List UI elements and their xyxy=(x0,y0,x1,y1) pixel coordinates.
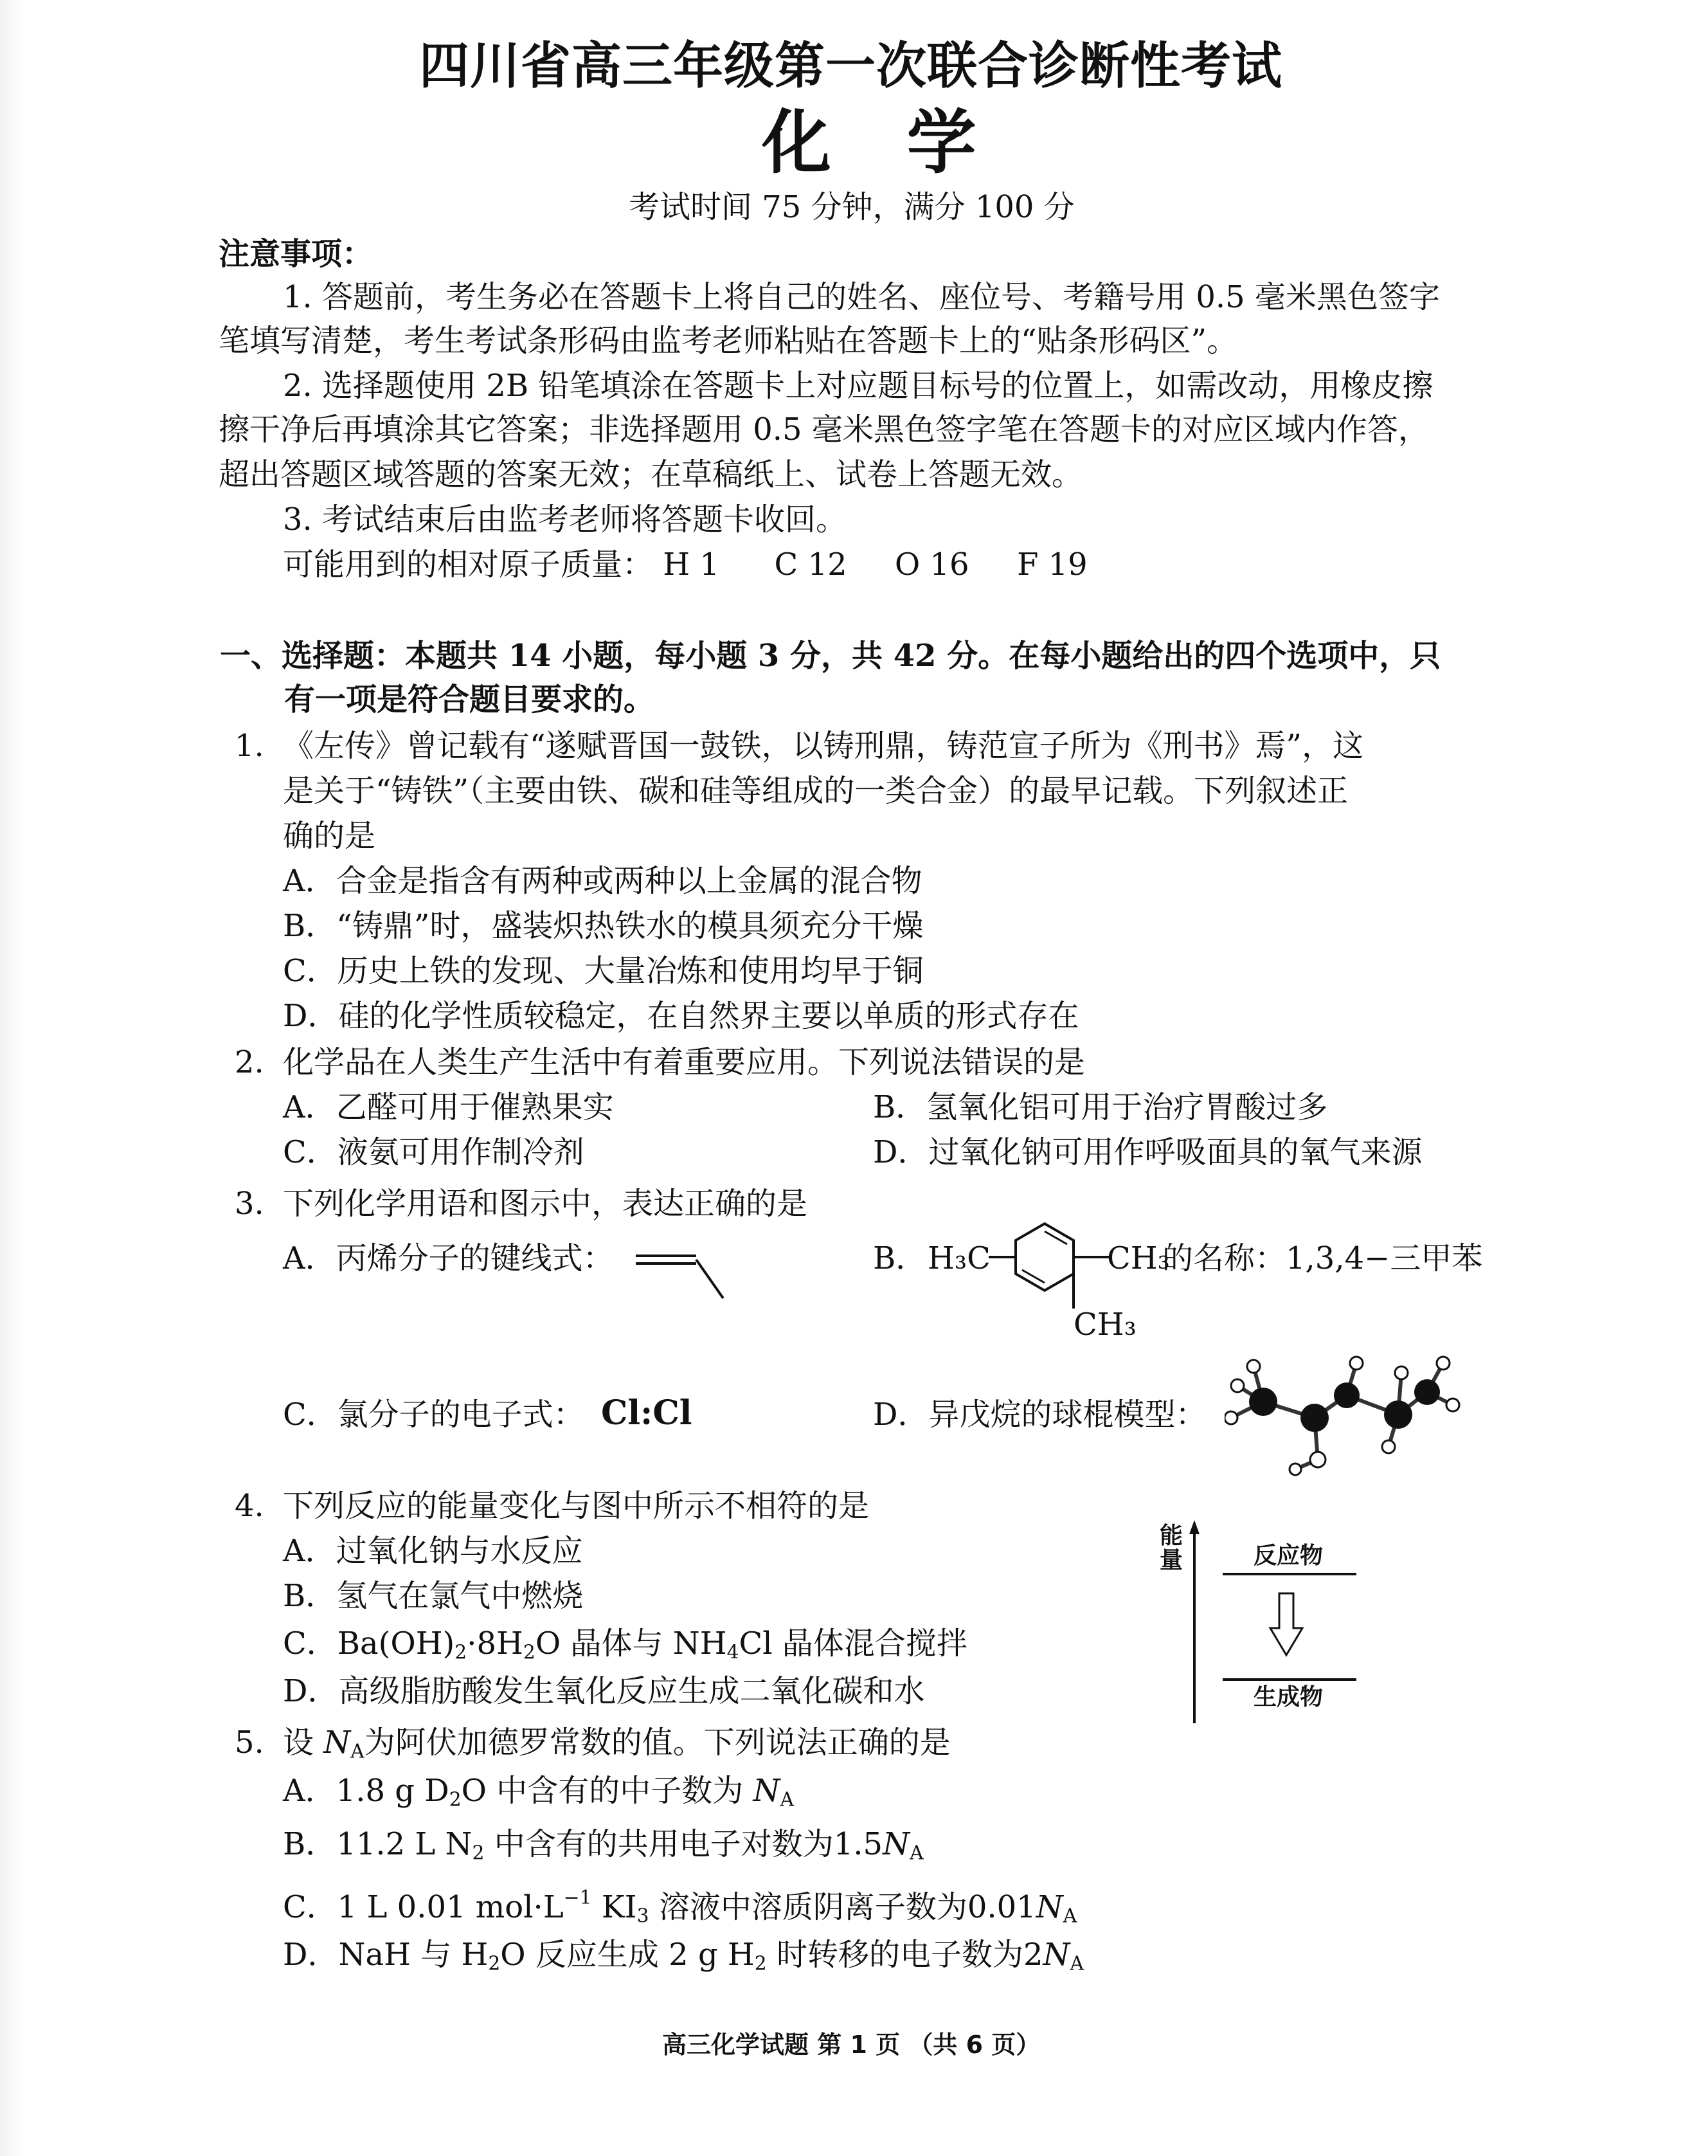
q5-d-pre: D．NaH 与 H xyxy=(283,1937,489,1973)
isopentane-ball-stick-model xyxy=(1225,1350,1475,1479)
q5-c-na-sub: A xyxy=(1063,1905,1077,1928)
q1-option-d: D．硅的化学性质较稳定，在自然界主要以单质的形式存在 xyxy=(283,998,1079,1034)
q5-c-pre: C．1 L 0.01 mol·L xyxy=(283,1889,564,1925)
propene-skeletal-diagram xyxy=(633,1244,730,1302)
q4-c-part1: C．Ba(OH) xyxy=(283,1626,455,1662)
q5-na-sub: A xyxy=(350,1740,364,1763)
q4-option-d: D．高级脂肪酸发生氧化反应生成二氧化碳和水 xyxy=(283,1673,925,1709)
q5-d-na: N xyxy=(1043,1937,1070,1973)
notice-item2-line1: 2. 选择题使用 2B 铅笔填涂在答题卡上对应题目标号的位置上，如需改动，用橡皮擦 xyxy=(283,368,1434,404)
section1-line1: 一、选择题：本题共 14 小题，每小题 3 分，共 42 分。在每小题给出的四个选项中，只 xyxy=(220,638,1441,674)
q5-stem-pre: 设 xyxy=(283,1725,324,1761)
notice-item1-line2: 笔填写清楚，考生考试条形码由监考老师粘贴在答题卡上的“贴条形码区”。 xyxy=(219,323,1238,359)
q2-stem: 化学品在人类生产生活中有着重要应用。下列说法错误的是 xyxy=(283,1044,1086,1080)
energy-reactant-label: 反应物 xyxy=(1254,1543,1324,1569)
q5-option-a: A．1.8 g $D_2O$ 中含有的中子数为 $N_A$ xyxy=(283,1773,795,1811)
q5-b-na-sub: A xyxy=(910,1842,924,1865)
notice-item3: 3. 考试结束后由监考老师将答题卡收回。 xyxy=(283,502,847,538)
q4-option-a: A．过氧化钠与水反应 xyxy=(283,1533,583,1569)
q2-number: 2. xyxy=(235,1044,264,1080)
q4-c-part4: Cl 晶体混合搅拌 xyxy=(739,1626,967,1662)
q5-option-c: C．1 L 0.01 $mol\cdot L^{-1}$ $KI_3$ 溶液中溶质阴离子数为$0.01N_A$ xyxy=(283,1887,1077,1928)
notice-heading: 注意事项： xyxy=(219,236,373,272)
q1-number: 1. xyxy=(235,728,264,764)
energy-product-label: 生成物 xyxy=(1254,1684,1324,1710)
section1-line2: 有一项是符合题目要求的。 xyxy=(284,682,655,718)
q5-number: 5. xyxy=(235,1725,264,1761)
q4-stem: 下列反应的能量变化与图中所示不相符的是 xyxy=(283,1488,870,1524)
q5-stem-post: 为阿伏加德罗常数的值。下列说法正确的是 xyxy=(364,1725,951,1761)
exam-info: 考试时间 75 分钟，满分 100 分 xyxy=(629,189,1075,225)
q5-b-na: N xyxy=(883,1826,910,1862)
q5-a-na: N xyxy=(753,1773,780,1809)
q4-c-part2: ·8H xyxy=(467,1626,523,1662)
notice-item1-line1: 1. 答题前，考生务必在答题卡上将自己的姓名、座位号、考籍号用 0.5 毫米黑色签字 xyxy=(283,279,1440,315)
q3-option-d: D．异戊烷的球棍模型： xyxy=(873,1397,1207,1433)
energy-axis-label: 能量 xyxy=(1160,1523,1183,1573)
atomic-mass-o: O 16 xyxy=(894,547,969,583)
q5-na-symbol: N xyxy=(323,1725,351,1761)
scan-edge-shadow xyxy=(0,0,26,2156)
q3-stem: 下列化学用语和图示中，表达正确的是 xyxy=(283,1186,808,1222)
q3-b-bottom-group: CH₃ xyxy=(1074,1307,1137,1343)
page-footer: 高三化学试题 第 1 页 （共 6 页） xyxy=(662,2031,1041,2059)
q2-option-d: D．过氧化钠可用作呼吸面具的氧气来源 xyxy=(873,1134,1423,1170)
q1-stem-line3: 确的是 xyxy=(283,818,376,854)
q5-c-post: 溶液中溶质阴离子数为0.01 xyxy=(649,1889,1036,1925)
q1-option-a: A．合金是指含有两种或两种以上金属的混合物 xyxy=(283,863,922,899)
q5-a-pre: A．1.8 g D xyxy=(283,1773,449,1809)
q3-b-name: 的名称：1,3,4−三甲苯 xyxy=(1162,1240,1483,1276)
q2-option-b: B．氢氧化铝可用于治疗胃酸过多 xyxy=(873,1089,1328,1125)
q3-option-b-label: B． xyxy=(873,1240,927,1276)
subject-title: 化 学 xyxy=(762,103,1002,183)
q3-option-a: A．丙烯分子的键线式： xyxy=(283,1240,614,1276)
q3-number: 3. xyxy=(235,1186,264,1222)
q5-stem xyxy=(283,1723,951,1771)
q4-c-part3: O 晶体与 NH xyxy=(535,1626,727,1662)
q1-stem-line2: 是关于“铸铁”（主要由铁、碳和硅等组成的一类合金）的最早记载。下列叙述正 xyxy=(283,773,1349,809)
q2-option-a: A．乙醛可用于催熟果实 xyxy=(283,1089,614,1125)
q2-option-c: C．液氨可用作制冷剂 xyxy=(283,1134,584,1170)
q5-d-mid: O 反应生成 2 g H xyxy=(500,1937,755,1973)
exam-title: 四川省高三年级第一次联合诊断性考试 xyxy=(419,37,1283,95)
atomic-mass-line xyxy=(283,545,1088,584)
q4-option-c: C．$Ba(OH)_2\cdot 8H_2O$ 晶体与 $NH_4Cl$ 晶体混合搅拌 xyxy=(283,1626,967,1664)
q3-c-formula: Cl:Cl xyxy=(601,1393,692,1433)
q5-b-pre: B．11.2 L N xyxy=(283,1826,472,1862)
q1-stem-line1: 《左传》曾记载有“遂赋晋国一鼓铁，以铸刑鼎，铸范宣子所为《刑书》焉”，这 xyxy=(283,728,1364,764)
q5-c-na: N xyxy=(1036,1889,1063,1925)
q5-option-b: B．11.2 L $N_2$ 中含有的共用电子对数为$1.5N_A$ xyxy=(283,1826,924,1865)
q5-option-d: D．NaH 与 $H_2O$ 反应生成 2 g $H_2$ 时转移的电子数为$2N_A$ xyxy=(283,1937,1084,1975)
q1-option-b: B．“铸鼎”时，盛装炽热铁水的模具须充分干燥 xyxy=(283,908,924,944)
q5-a-na-sub: A xyxy=(780,1788,795,1811)
atomic-mass-label: 可能用到的相对原子质量： xyxy=(283,547,654,583)
q5-b-post: 中含有的共用电子对数为1.5 xyxy=(484,1826,883,1862)
atomic-mass-c: C 12 xyxy=(774,547,847,583)
trimethylbenzene-structure xyxy=(984,1218,1112,1315)
q3-b-right-group: CH₃ xyxy=(1107,1240,1170,1276)
q5-d-na-sub: A xyxy=(1070,1952,1084,1975)
q1-option-c: C．历史上铁的发现、大量冶炼和使用均早于铜 xyxy=(283,953,924,989)
atomic-mass-h: H 1 xyxy=(663,547,719,583)
q3-option-c: C．氯分子的电子式： xyxy=(283,1397,584,1433)
notice-item2-line3: 超出答题区域答题的答案无效；在草稿纸上、试卷上答题无效。 xyxy=(219,457,1083,493)
q5-d-post: 时转移的电子数为2 xyxy=(766,1937,1043,1973)
atomic-mass-f: F 19 xyxy=(1017,547,1088,583)
q3-b-left-group: H₃C xyxy=(928,1240,991,1276)
q5-c-mid: KI xyxy=(591,1889,637,1925)
notice-item2-line2: 擦干净后再填涂其它答案；非选择题用 0.5 毫米黑色签字笔在答题卡的对应区域内作答， xyxy=(219,412,1429,448)
q4-option-b: B．氢气在氯气中燃烧 xyxy=(283,1578,584,1614)
q4-number: 4. xyxy=(235,1488,264,1524)
q5-a-post: O 中含有的中子数为 xyxy=(461,1773,753,1809)
